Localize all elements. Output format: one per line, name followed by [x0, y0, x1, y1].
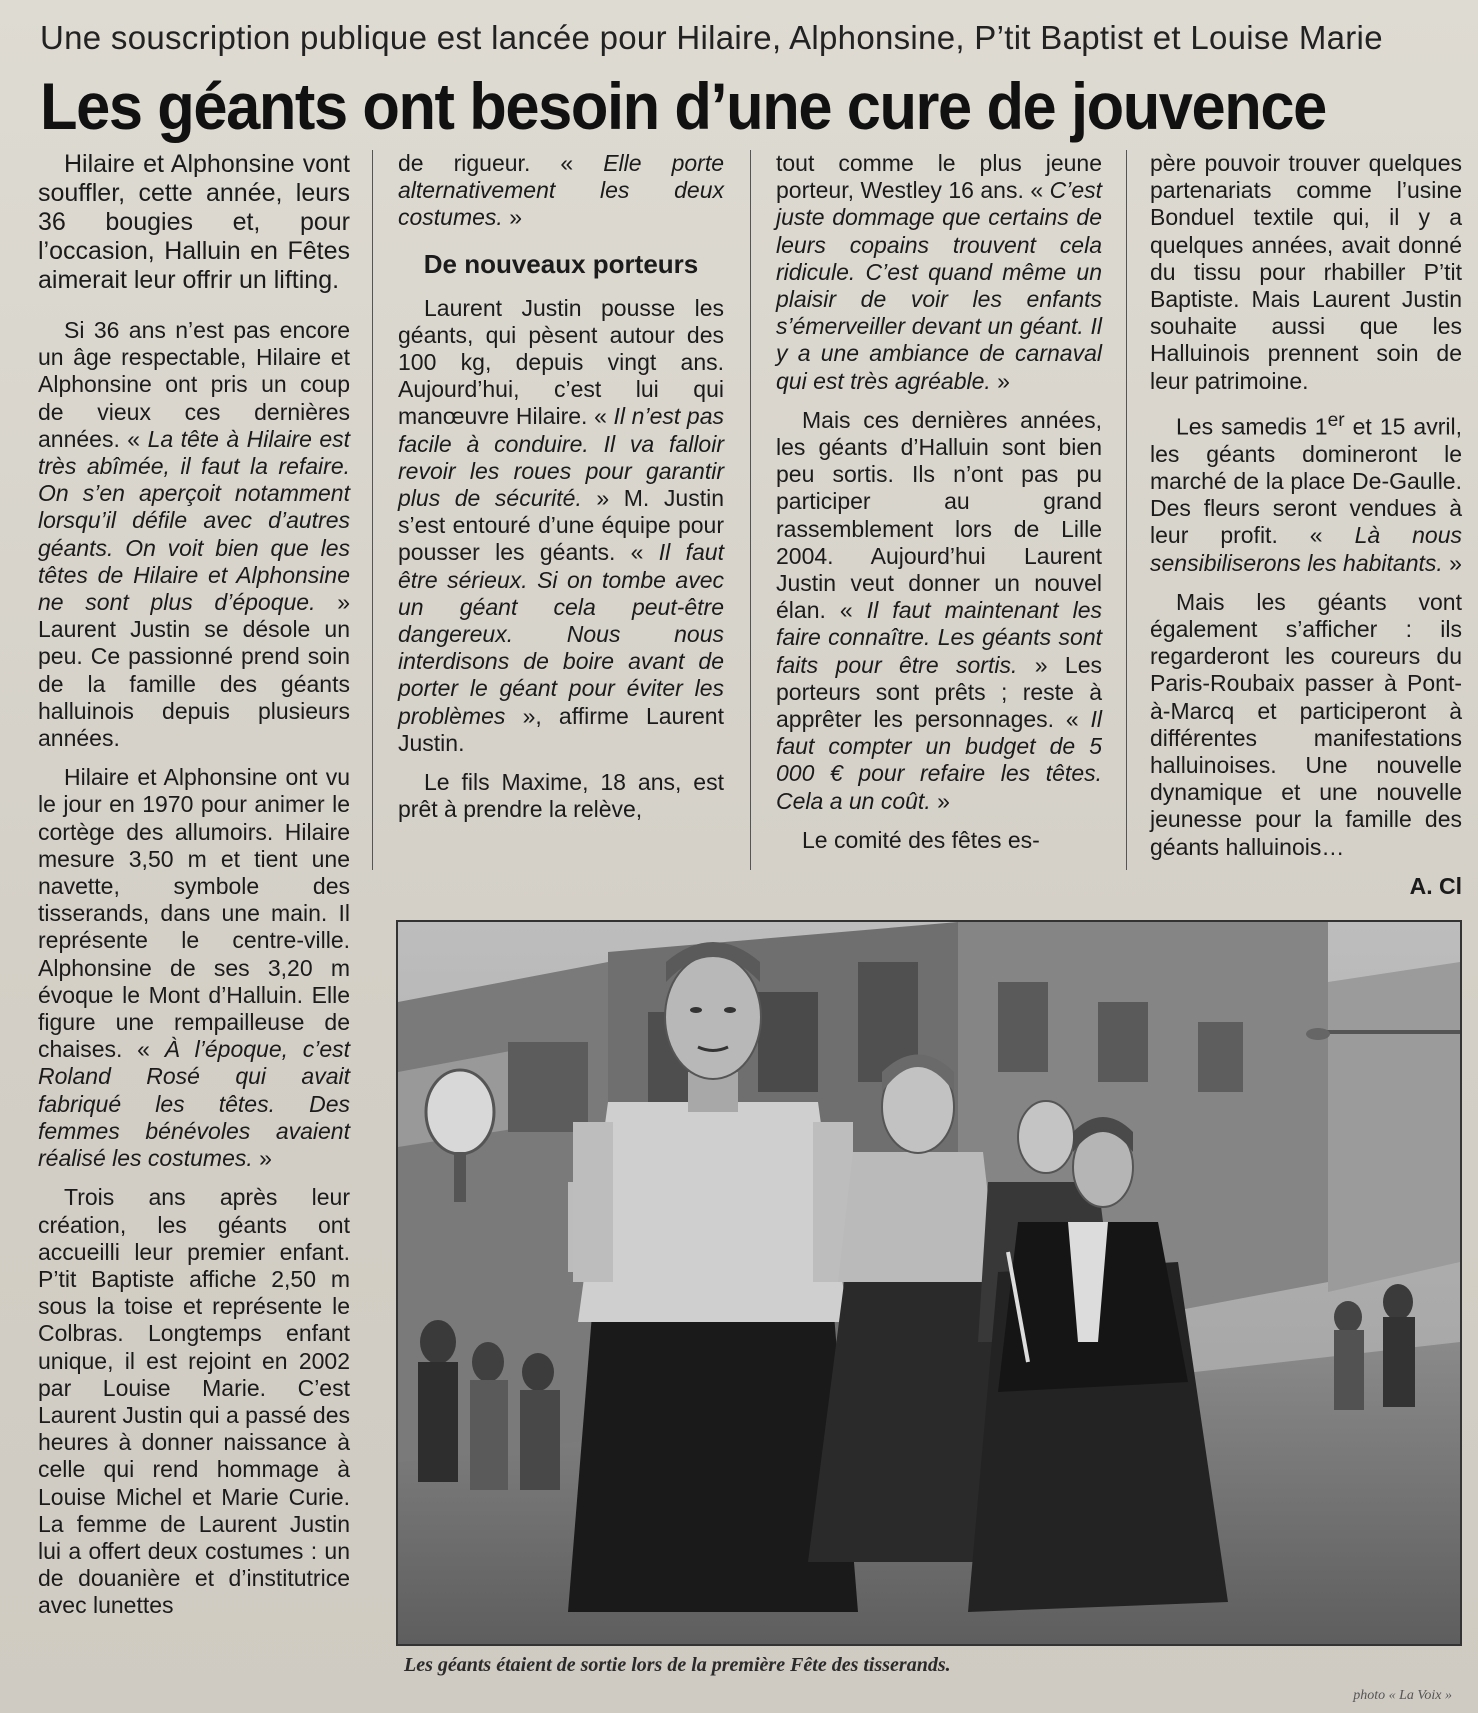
subheading: De nouveaux porteurs: [423, 248, 699, 279]
body-paragraph: Hilaire et Alphonsine ont vu le jour en 1970 pour animer le cortège des allumoirs. Hilaire mesure 3,50 m et tient une navette, symbole des tisserands, dans une main. Il représente le centre-ville. Alphonsine de ses 3,20 m évoque le Mont d’Halluin. Elle figure une rempailleuse de chaises. « À l’époque, c’est Roland Rosé qui avait fabriqué les têtes. Des femmes bénévoles avaient réalisé les costumes. »: [38, 764, 350, 1172]
body-paragraph: Le fils Maxime, 18 ans, est prêt à prendre la relève,: [398, 769, 724, 823]
body-paragraph: Si 36 ans n’est pas encore un âge respectable, Hilaire et Alphonsine ont pris un coup de vieux ces dernières années. « La tête à Hilaire est très abîmée, il faut la refaire. On s’en aperçoit notamment lorsqu’il défile avec d’autres géants. On voit bien que les têtes de Hilaire et Alphonsine ne sont plus d’époque. » Laurent Justin se désole un peu. Ce passionné prend soin de la famille des géants halluinois depuis plusieurs années.: [38, 317, 350, 752]
body-paragraph: Mais les géants vont également s’afficher : ils regarderont les coureurs du Paris-Roubaix passer à Pont-à-Marcq et participeront à différentes manifestations halluinoises. Une nouvelle dynamique et une nouvelle jeunesse pour la famille des géants halluinois…: [1150, 588, 1462, 860]
body-paragraph: père pouvoir trouver quelques partenariats comme l’usine Bonduel textile qui, il y a quelques années, avait donné du tissu pour rhabiller P’tit Baptiste. Mais Laurent Justin souhaite aussi que les Halluinois prennent soin de leur patrimoine.: [1150, 150, 1462, 394]
body-paragraph: Trois ans après leur création, les géants ont accueilli leur premier enfant. P’tit Baptiste affiche 2,50 m sous la toise et représente le Colbras. Longtemps enfant unique, il est rejoint en 2002 par Louise Marie. C’est Laurent Justin qui a passé des heures à donner naissance à celle qui rend hommage à Louise Michel et Marie Curie. La femme de Laurent Justin lui a offert deux costumes : un de douanière et d’institutrice avec lunettes: [38, 1184, 350, 1619]
body-paragraph: Laurent Justin pousse les géants, qui pèsent autour des 100 kg, depuis vingt ans. Aujourd’hui, c’est lui qui manœuvre Hilaire. « Il n’est pas facile à conduire. Il va falloir revoir les roues pour garantir plus de sécurité. » M. Justin s’est entouré d’une équipe pour pousser les géants. « Il faut être sérieux. Si on tombe avec un géant cela peut-être dangereux. Nous nous interdisons de boire avant de porter le géant pour éviter les problèmes », affirme Laurent Justin.: [398, 294, 724, 756]
article-photo: [396, 920, 1462, 1646]
lead-paragraph: Hilaire et Alphonsine vont souffler, cette année, leurs 36 bougies et, pour l’occasion, Halluin en Fêtes aimerait leur offrir un lifting.: [38, 150, 350, 294]
byline: A. Cl: [1409, 872, 1462, 899]
column-rule: [750, 150, 751, 870]
body-paragraph: Le comité des fêtes es-: [802, 826, 1040, 853]
photo-credit: photo « La Voix »: [1353, 1688, 1452, 1703]
column-rule: [1126, 150, 1127, 870]
article-column-4: [1150, 150, 1462, 900]
body-paragraph: Les samedis 1er et 15 avril, les géants domineront le marché de la place De-Gaulle. Des fleurs seront vendues à leur profit. « Là nous sensibiliserons les habitants. »: [1150, 409, 1462, 576]
article-column-2: [398, 150, 724, 835]
body-paragraph: tout comme le plus jeune porteur, Westley 16 ans. « C’est juste dommage que certains de leurs copains trouvent cela ridicule. C’est quand même un plaisir de voir les enfants s’émerveiller devant un géant. Il y a une ambiance de carnaval qui est très agréable. »: [776, 150, 1102, 394]
body-paragraph: Mais ces dernières années, les géants d’Halluin sont bien peu sortis. Ils n’ont pas pu participer au grand rassemblement lors de Lille 2004. Aujourd’hui Laurent Justin veut donner un nouvel élan. « Il faut maintenant les faire connaître. Les géants sont faits pour être sortis. » Les porteurs sont prêts ; reste à apprêter les personnages. « Il faut compter un budget de 5 000 € pour refaire les têtes. Cela a un coût. »: [776, 406, 1103, 814]
headline: Les géants ont besoin d’une cure de jouvence: [40, 69, 1326, 143]
article-column-1: [38, 150, 350, 1620]
photo-caption: Les géants étaient de sortie lors de la première Fête des tisserands.: [404, 1654, 951, 1676]
column-rule: [372, 150, 373, 870]
kicker: Une souscription publique est lancée pour Hilaire, Alphonsine, P’tit Baptist et Louise Marie: [40, 19, 1383, 56]
body-paragraph: de rigueur. « Elle porte alternativement les deux costumes. »: [398, 150, 724, 231]
article-column-3: [776, 150, 1102, 866]
